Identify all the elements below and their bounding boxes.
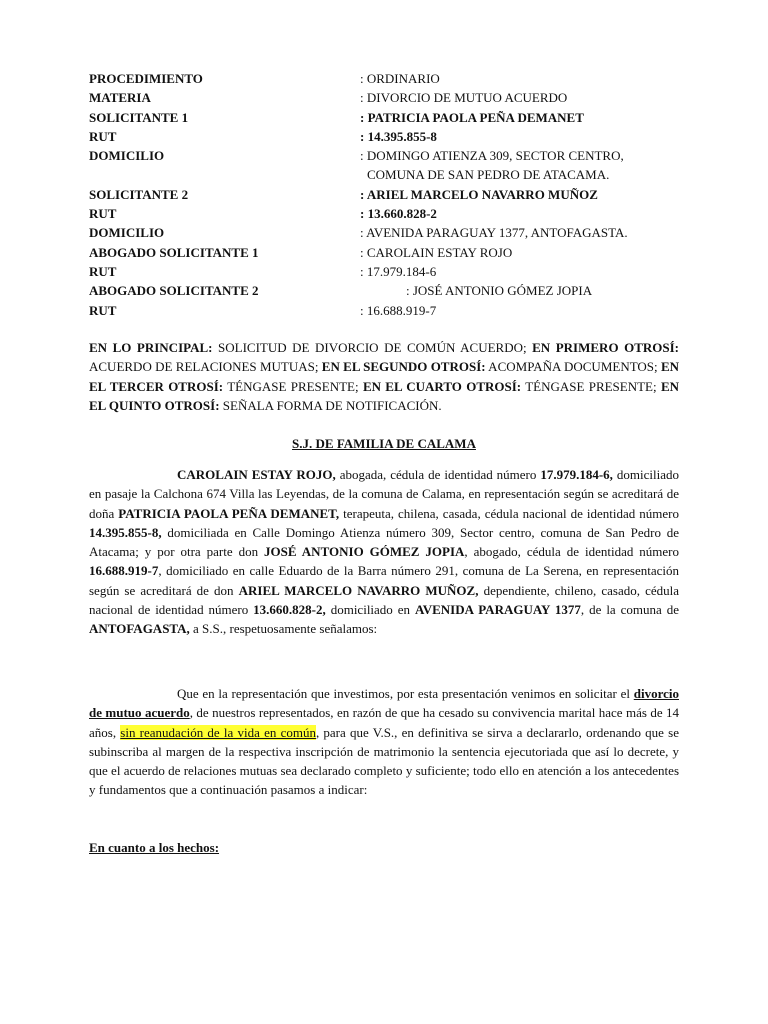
- header-label: MATERIA: [89, 90, 151, 106]
- text-run: ANTOFAGASTA,: [89, 621, 190, 637]
- text-run: 17.979.184-6,: [540, 467, 613, 482]
- header-row: [89, 185, 689, 204]
- header-row: [89, 243, 689, 262]
- header-label: RUT: [89, 128, 117, 144]
- text-run: ACUERDO DE RELACIONES MUTUAS;: [89, 359, 322, 375]
- header-value: : CAROLAIN ESTAY ROJO: [360, 244, 513, 260]
- header-label: RUT: [89, 206, 117, 222]
- text-run: sin reanudación de la vida en común: [120, 724, 316, 740]
- header-label: RUT: [89, 302, 117, 318]
- text-run: , para que V.S., en definitiva se sirva a declararlo, ordenando que se subinscriba al margen de la respectiva inscripción de matrimonio la sentencia ejecutoriada que así lo decrete, y que el acuerdo de relaciones mutuas sea declarado completo y suficiente; todo ello en atención a los antecedentes y fundamentos que a continuación pasamos a indicar:: [89, 724, 679, 798]
- facts-heading: En cuanto a los hechos:: [89, 840, 220, 855]
- header-row: [89, 127, 689, 146]
- paragraph-parties: [89, 465, 679, 639]
- text-run: domiciliado en: [325, 602, 415, 618]
- text-run: domiciliada en Calle Domingo Atienza número 309, Sector centro, comuna de San Pedro de Atacama; y por otra parte don: [89, 524, 679, 560]
- text-run: EN LO PRINCIPAL:: [89, 340, 213, 355]
- court-heading: S.J. DE FAMILIA DE CALAMA: [292, 436, 476, 451]
- case-header-table: [89, 69, 689, 320]
- text-run: dependiente, chileno, casado, cédula nacional de identidad número: [89, 582, 679, 618]
- header-value: : DOMINGO ATIENZA 309, SECTOR CENTRO,: [360, 148, 624, 164]
- header-value: : JOSÉ ANTONIO GÓMEZ JOPIA: [406, 283, 593, 299]
- text-run: TÉNGASE PRESENTE;: [521, 378, 661, 394]
- header-row: [89, 223, 689, 242]
- header-value: : PATRICIA PAOLA PEÑA DEMANET: [360, 109, 584, 125]
- header-label: PROCEDIMIENTO: [89, 71, 203, 86]
- text-run: , domiciliado en calle Eduardo de la Barra número 291, comuna de La Serena, en representación según se acreditará de don: [89, 563, 679, 598]
- header-row: [89, 69, 689, 88]
- header-row: [89, 262, 689, 281]
- header-value: : DIVORCIO DE MUTUO ACUERDO: [360, 90, 568, 106]
- header-value: : 14.395.855-8: [360, 128, 437, 144]
- header-row: [89, 165, 689, 184]
- text-run: JOSÉ ANTONIO GÓMEZ JOPIA: [264, 544, 465, 560]
- text-run: SEÑALA FORMA DE NOTIFICACIÓN.: [219, 397, 442, 413]
- header-value: : ARIEL MARCELO NAVARRO MUÑOZ: [360, 186, 598, 202]
- header-label: SOLICITANTE 2: [89, 186, 189, 202]
- text-run: EN EL QUINTO OTROSÍ:: [89, 378, 679, 413]
- header-row: [89, 204, 689, 223]
- header-value: COMUNA DE SAN PEDRO DE ATACAMA.: [367, 167, 610, 183]
- text-run: EN EL SEGUNDO OTROSÍ:: [321, 359, 486, 375]
- header-label: RUT: [89, 263, 117, 279]
- text-run: domiciliado en pasaje la Calchona 674 Villa las Leyendas, de la comuna de Calama, en representación según se acreditará de doña: [89, 467, 679, 521]
- text-run: EN EL CUARTO OTROSÍ:: [362, 378, 522, 394]
- text-run: terapeuta, chilena, casada, cédula nacional de identidad número: [339, 505, 679, 521]
- text-run: CAROLAIN ESTAY ROJO,: [177, 467, 336, 482]
- text-run: Que en la representación que investimos, por esta presentación venimos en solicitar el: [177, 686, 634, 701]
- text-run: 13.660.828-2,: [253, 602, 326, 618]
- header-value: : 13.660.828-2: [360, 206, 437, 222]
- paragraph-request: [89, 684, 679, 800]
- text-run: PATRICIA PAOLA PEÑA DEMANET,: [118, 505, 340, 521]
- petition-summary: [89, 338, 679, 415]
- header-row: [89, 281, 689, 300]
- text-run: 16.688.919-7: [89, 563, 159, 579]
- text-run: a S.S., respetuosamente señalamos:: [189, 621, 378, 637]
- header-label: DOMICILIO: [89, 225, 165, 241]
- text-run: ACOMPAÑA DOCUMENTOS;: [485, 359, 661, 375]
- header-value: : AVENIDA PARAGUAY 1377, ANTOFAGASTA.: [360, 225, 628, 241]
- text-run: EN PRIMERO OTROSÍ:: [532, 340, 679, 355]
- text-run: EN EL TERCER OTROSÍ:: [89, 359, 680, 394]
- header-row: [89, 301, 689, 320]
- text-run: AVENIDA PARAGUAY 1377: [414, 602, 581, 618]
- header-label: SOLICITANTE 1: [89, 109, 189, 125]
- text-run: SOLICITUD DE DIVORCIO DE COMÚN ACUERDO;: [212, 340, 533, 355]
- header-label: DOMICILIO: [89, 148, 165, 164]
- header-value: : 16.688.919-7: [360, 302, 437, 318]
- text-run: TÉNGASE PRESENTE;: [223, 378, 363, 394]
- header-value: : ORDINARIO: [360, 71, 440, 86]
- header-value: : 17.979.184-6: [360, 263, 437, 279]
- header-label: [89, 165, 360, 184]
- text-run: , abogado, cédula de identidad número: [464, 544, 680, 560]
- header-row: [89, 108, 689, 127]
- text-run: ARIEL MARCELO NAVARRO MUÑOZ,: [238, 582, 479, 598]
- header-label: ABOGADO SOLICITANTE 1: [89, 244, 259, 260]
- text-run: , de la comuna de: [580, 602, 680, 618]
- header-row: [89, 146, 689, 165]
- text-run: 14.395.855-8,: [89, 524, 162, 540]
- text-run: abogada, cédula de identidad número: [335, 467, 541, 482]
- text-run: , de nuestros representados, en razón de que ha cesado su convivencia marital hace más de 14 años,: [89, 705, 680, 740]
- header-row: [89, 88, 689, 107]
- header-label: ABOGADO SOLICITANTE 2: [89, 283, 259, 299]
- text-run: divorcio de mutuo acuerdo: [89, 686, 679, 721]
